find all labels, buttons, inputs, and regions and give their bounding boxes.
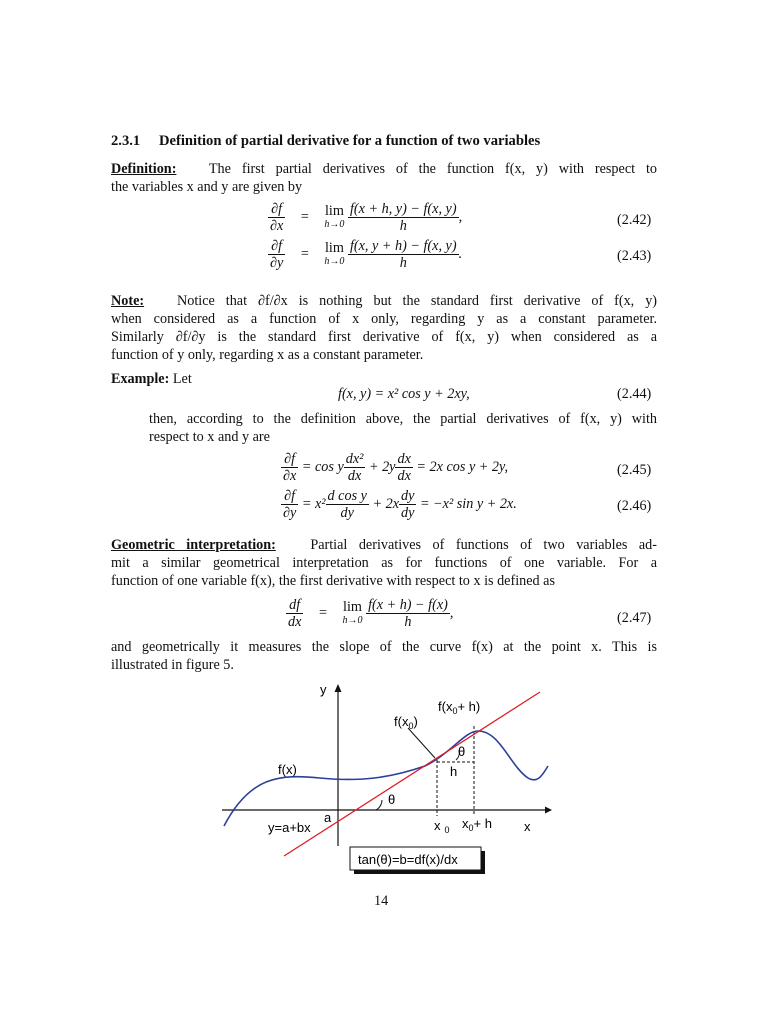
equation-number-2-45: (2.45) — [617, 462, 652, 478]
line-equation-label: y=a+bx — [268, 820, 311, 835]
note-label: Note: — [111, 293, 145, 309]
equation-2-47: $\frac{df}{dx}$ = lim h→0 $\frac{f(x + h) - f(x)}{h}$ , — [288, 597, 454, 630]
h-label: h — [450, 764, 458, 779]
equation-number-2-46: (2.46) — [617, 498, 652, 514]
theta-label-lower: θ — [388, 792, 396, 807]
y-axis-label: y — [320, 682, 327, 697]
note-line-4: function of y only, regarding x as a constant parameter. — [111, 347, 424, 363]
geometric-label: Geometric interpretation: — [111, 537, 276, 553]
y-axis-arrowhead — [335, 684, 342, 692]
definition-paragraph — [111, 160, 657, 196]
note-line-3: Similarly ∂f/∂y is the standard first derivative of f(x, y) when considered as a — [111, 329, 657, 345]
geometric-paragraph — [111, 536, 657, 590]
page-number: 14 — [374, 893, 389, 909]
x0h-label: $x_0+ h$ — [462, 816, 492, 833]
tangent-line — [284, 692, 540, 856]
x0-label: x $_0$ — [434, 818, 450, 835]
example-line-1: then, according to the definition above, the partial derivatives of f(x, y) with — [149, 411, 657, 427]
figure-5-tangent-diagram — [210, 676, 560, 876]
geometric-line-1: Partial derivatives of functions of two variables ad- — [310, 537, 658, 553]
fx-label: f(x) — [278, 762, 297, 777]
x-axis-label: x — [524, 819, 531, 834]
section-title: Definition of partial derivative for a function of two variables — [159, 133, 541, 149]
section-number: 2.3.1 — [111, 133, 141, 149]
definition-line-1: The first partial derivatives of the function f(x, y) with respect to — [208, 161, 657, 177]
example-heading — [111, 370, 192, 388]
equation-number-2-44: (2.44) — [617, 386, 652, 402]
theta-label-upper: θ — [458, 744, 466, 759]
note-paragraph — [111, 292, 657, 364]
fx0h-label: $f(x_0+ h)$ — [438, 699, 481, 716]
note-line-1: Notice that ∂f/∂x is nothing but the standard first derivative of f(x, y) — [176, 293, 658, 309]
definition-label: Definition: — [111, 161, 177, 177]
geometric-line-3: function of one variable f(x), the first derivative with respect to x is defined as — [111, 573, 555, 589]
section-heading — [111, 133, 540, 150]
theta-arc-lower — [376, 800, 382, 810]
equation-number-2-42: (2.42) — [617, 212, 652, 228]
equation-2-42: $\frac{\partial f}{\partial x}$ = lim h→0 $\frac{f(x + h, y) - f(x, y)}{h}$ , — [270, 201, 463, 234]
example-let: Let — [172, 371, 192, 387]
equation-2-44: f(x, y) = x² cos y + 2xy, — [338, 386, 470, 402]
equation-number-2-43: (2.43) — [617, 248, 652, 264]
geometric-line-2: mit a similar geometrical interpretation as for functions of one variable. For a — [111, 555, 657, 571]
a-label: a — [324, 810, 332, 825]
definition-line-2: the variables x and y are given by — [111, 179, 303, 195]
after-line-1: and geometrically it measures the slope of the curve f(x) at the point x. This is — [111, 639, 657, 655]
caption-text: tan(θ)=b=df(x)/dx — [358, 852, 458, 867]
example-label: Example: — [111, 371, 170, 387]
example-line-2: respect to x and y are — [149, 429, 270, 445]
fx0-pointer — [408, 728, 435, 758]
after-equation-paragraph — [111, 638, 657, 674]
equation-2-45: $\frac{\partial f}{\partial x}$ = cos y $\frac{\text{dx²}}{dx}$ + 2y $\frac{dx}{dx}$ = 2x cos y + 2y, — [283, 451, 509, 484]
equation-2-46: $\frac{\partial f}{\partial y}$ = x² $\frac{\text{d cos y}}{dy}$ + 2x $\frac{dy}{dy}$ = −x² sin y + 2x. — [283, 488, 517, 521]
fx0-label: $f(x_0)$ — [394, 714, 418, 731]
example-paragraph — [149, 410, 657, 446]
equation-2-43: $\frac{\partial f}{\partial y}$ = lim h→0 $\frac{f(x, y + h) - f(x, y)}{h}$ . — [270, 238, 463, 271]
note-line-2: when considered as a function of x only, regarding y as a constant parameter. — [111, 311, 657, 327]
equation-number-2-47: (2.47) — [617, 610, 652, 626]
after-line-2: illustrated in figure 5. — [111, 657, 234, 673]
function-curve — [224, 731, 548, 826]
x-axis-arrowhead — [545, 807, 552, 814]
